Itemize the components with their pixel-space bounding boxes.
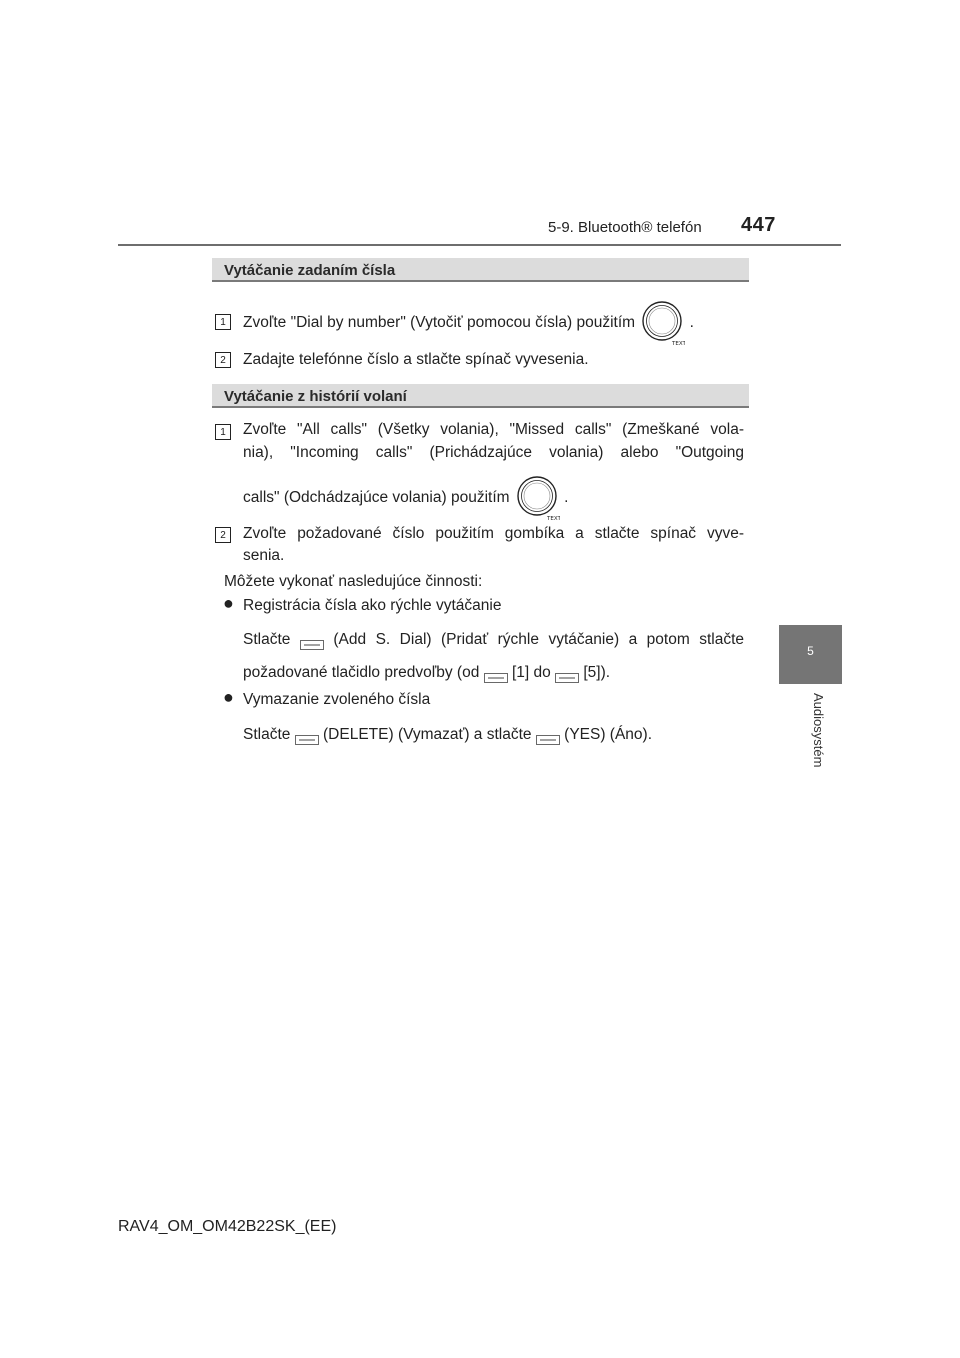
step-text-line: senia. bbox=[243, 547, 285, 564]
chapter-tab bbox=[779, 625, 842, 684]
note-item-title: Registrácia čísla ako rýchle vytáčanie bbox=[243, 597, 502, 614]
note-item-line bbox=[243, 722, 652, 747]
step-text-part: calls" (Odchádzajúce volania) použitím bbox=[243, 489, 510, 506]
bullet-icon: ● bbox=[223, 593, 234, 613]
running-header-section: 5-9. Bluetooth® telefón bbox=[548, 219, 702, 236]
step-text: Zadajte telefónne číslo a stlačte spínač vyvesenia. bbox=[243, 351, 589, 368]
screen-button-icon bbox=[484, 666, 508, 676]
note-text-part: Stlačte bbox=[243, 631, 291, 648]
note-text-part: požadované tlačidlo predvoľby (od bbox=[243, 664, 480, 681]
step-text-line bbox=[243, 474, 568, 522]
step-text-line: Zvoľte "All calls" (Všetky volania), "Missed calls" (Zmeškané vola- bbox=[243, 421, 744, 438]
chapter-number: 5 bbox=[807, 644, 814, 658]
step-text-part: Zvoľte "Dial by number" (Vytočiť pomocou čísla) použitím bbox=[243, 314, 636, 331]
section-heading-call-history: Vytáčanie z histórií volaní bbox=[212, 384, 749, 408]
step-number-badge: 2 bbox=[215, 352, 231, 368]
step-text-part: . bbox=[689, 314, 694, 331]
note-text-part: (DELETE) (Vymazať) a stlačte bbox=[323, 726, 532, 743]
document-code-footer: RAV4_OM_OM42B22SK_(EE) bbox=[118, 1218, 337, 1235]
note-text-part: Stlačte bbox=[243, 726, 291, 743]
tune-select-knob-icon bbox=[514, 475, 560, 521]
svg-text:TEXT: TEXT bbox=[546, 515, 560, 521]
step-text-line: Zvoľte požadované číslo použitím gombíka a stlačte spínač vyve- bbox=[243, 525, 744, 542]
step-number-badge: 2 bbox=[215, 527, 231, 543]
step-number-badge: 1 bbox=[215, 314, 231, 330]
page-number: 447 bbox=[741, 214, 776, 236]
note-text-part: (YES) (Áno). bbox=[564, 726, 653, 743]
note-item-line bbox=[243, 627, 744, 652]
screen-button-icon bbox=[295, 728, 319, 738]
step-text-line: nia), "Incoming calls" (Prichádzajúce volania) alebo "Outgoing bbox=[243, 444, 744, 461]
step-text-part: . bbox=[564, 489, 569, 506]
section-heading-dial-by-number: Vytáčanie zadaním čísla bbox=[212, 258, 749, 282]
step-text bbox=[243, 299, 753, 347]
notes-intro: Môžete vykonať nasledujúce činnosti: bbox=[224, 573, 483, 590]
note-item-title: Vymazanie zvoleného čísla bbox=[243, 691, 431, 708]
note-item-line bbox=[243, 660, 610, 685]
header-divider bbox=[118, 244, 841, 246]
svg-text:TEXT: TEXT bbox=[672, 340, 686, 346]
tune-select-knob-icon bbox=[639, 300, 685, 346]
screen-button-icon bbox=[300, 633, 324, 643]
note-text-part: [1] do bbox=[511, 664, 551, 681]
note-text-part: (Add S. Dial) (Pridať rýchle vytáčanie) a potom stlačte bbox=[333, 631, 745, 648]
chapter-title: Audiosystém bbox=[811, 693, 826, 768]
step-number-badge: 1 bbox=[215, 424, 231, 440]
note-text-part: [5]). bbox=[583, 664, 611, 681]
screen-button-icon bbox=[536, 728, 560, 738]
screen-button-icon bbox=[555, 666, 579, 676]
bullet-icon: ● bbox=[223, 687, 234, 707]
